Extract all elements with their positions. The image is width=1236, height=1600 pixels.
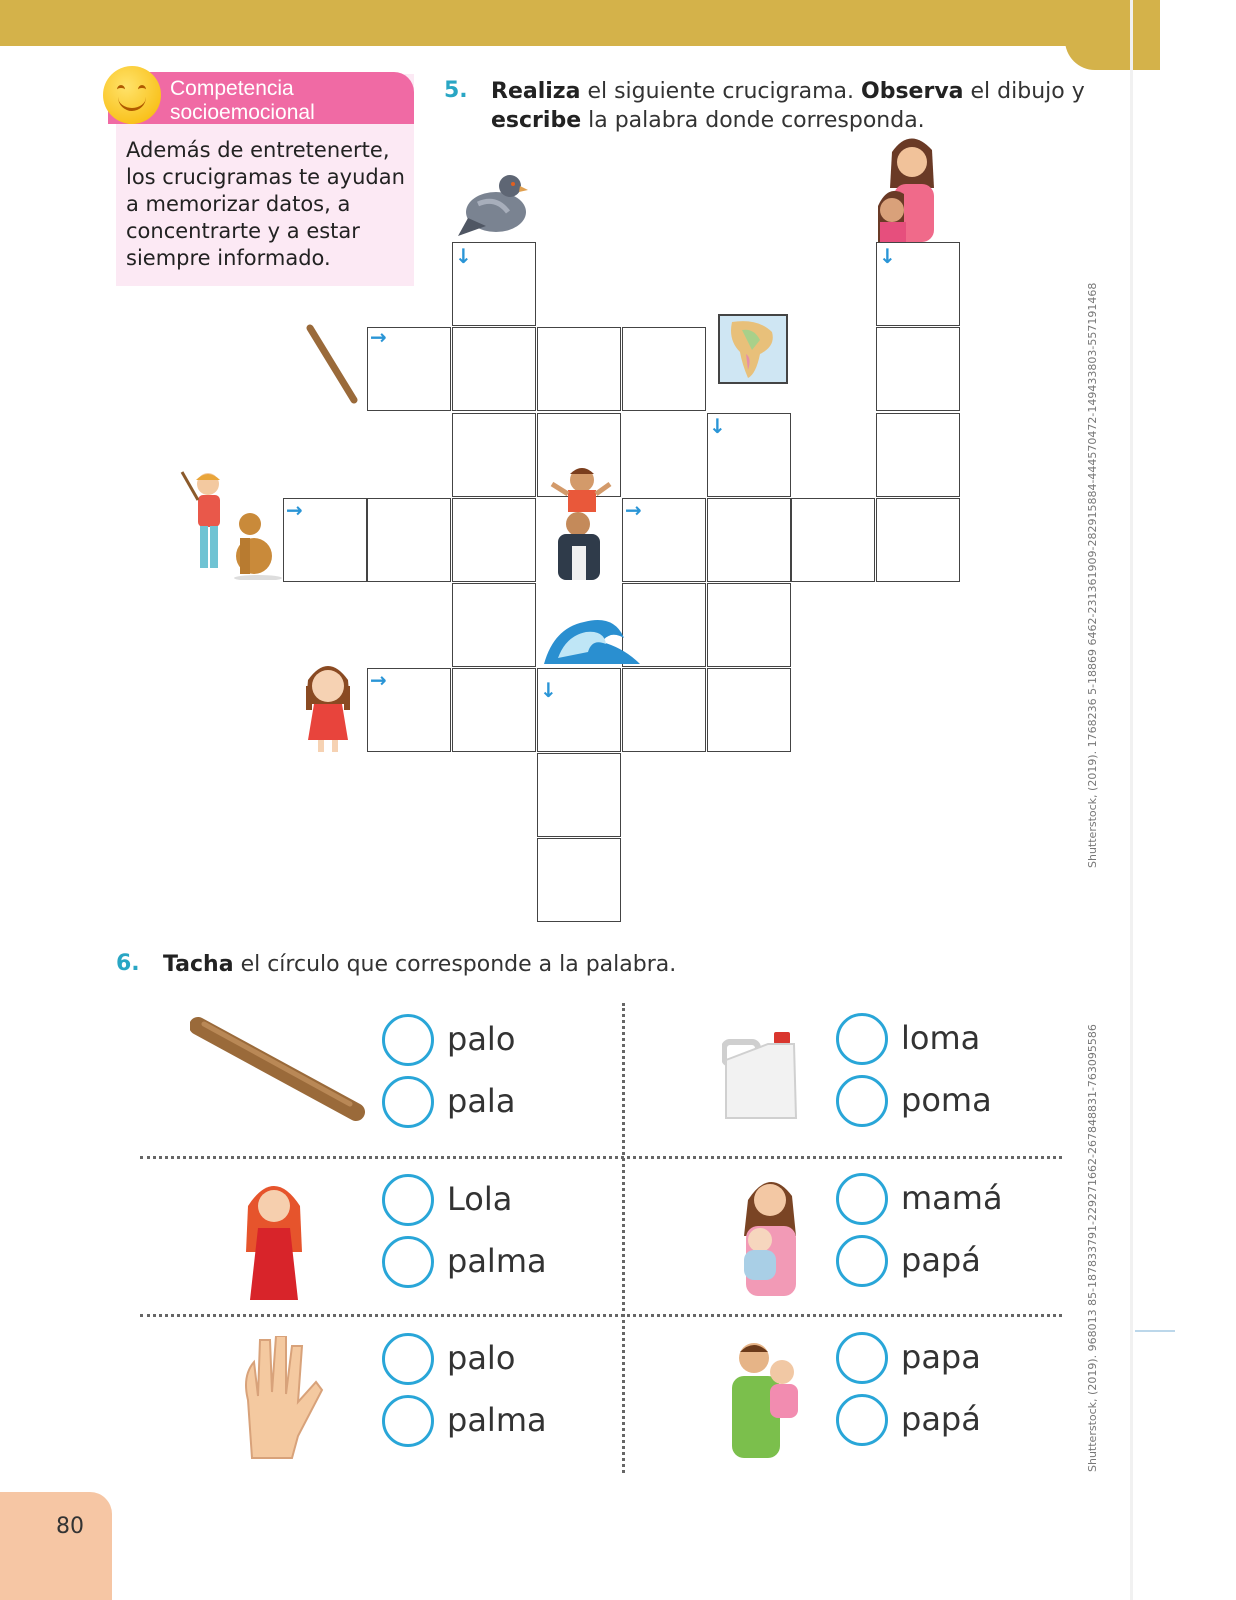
crossword-cell[interactable] [452,498,536,582]
wave-icon [544,608,644,664]
option-word: mamá [901,1179,1003,1217]
exercise5-instruction: Realiza el siguiente crucigrama. Observa el dibujo y escribe la palabra donde corresponda. [491,79,1085,133]
option-word: loma [901,1019,981,1057]
divider-horizontal [140,1314,1062,1317]
arrow-down-icon: ↓ [540,678,557,702]
divider-horizontal [140,1156,1062,1159]
exercise6-number: 6. [116,951,140,976]
crossword-cell[interactable] [537,753,621,837]
mother-with-baby-icon [734,1170,806,1296]
socioemotional-title-line2: socioemocional [170,101,315,124]
crossword-cell[interactable] [707,668,791,752]
option-circle[interactable] [382,1236,434,1288]
crossword-cell[interactable] [622,327,706,411]
option-circle[interactable] [836,1235,888,1287]
crossword-cell[interactable] [707,583,791,667]
top-band [0,0,1160,46]
option-word: pala [447,1082,516,1120]
option-word: palo [447,1339,516,1377]
top-band-curve [1065,40,1160,70]
crossword-cell[interactable] [537,838,621,922]
boy-dog-icon [174,466,284,580]
smiley-icon [103,66,161,124]
father-with-child-icon [726,1330,808,1458]
crossword-cell[interactable] [367,498,451,582]
arrow-right-icon: → [625,498,642,522]
page-number-tab [0,1492,112,1600]
crossword-cell[interactable] [537,327,621,411]
divider-vertical [622,1003,625,1473]
crossword-cell[interactable] [876,327,960,411]
option-word: poma [901,1081,992,1119]
father-son-icon [548,462,612,580]
option-circle[interactable] [836,1173,888,1225]
pigeon-icon [458,166,538,242]
arrow-down-icon: ↓ [879,244,896,268]
option-circle[interactable] [836,1013,888,1065]
crossword-cell[interactable] [452,668,536,752]
arrow-right-icon: → [286,498,303,522]
stick-icon [306,324,360,406]
girl-red-dress-icon [242,1172,306,1300]
crossword-cell[interactable] [622,668,706,752]
image-credit-top: Shutterstock, (2019). 1768236 5-18869 6462-231361909-282915884-444570472-149433803-557191468 [1086,282,1099,868]
image-credit-bottom: Shutterstock, (2019). 968013 85-187833791-229271662-267848831-763095586 [1086,1024,1099,1472]
option-circle[interactable] [382,1014,434,1066]
option-circle[interactable] [382,1333,434,1385]
option-word: papá [901,1241,981,1279]
option-word: papá [901,1400,981,1438]
map-icon [718,314,788,384]
crossword-cell[interactable] [876,498,960,582]
hand-palm-icon [232,1336,324,1460]
exercise5-number: 5. [444,78,468,103]
option-circle[interactable] [836,1075,888,1127]
crossword-cell[interactable] [452,413,536,497]
socioemotional-title [170,77,315,125]
option-circle[interactable] [382,1076,434,1128]
option-circle[interactable] [836,1332,888,1384]
arrow-right-icon: → [370,325,387,349]
mother-daughter-icon [878,132,954,242]
stick-icon [190,1014,366,1124]
crossword-cell[interactable] [791,498,875,582]
exercise6-instruction: Tacha el círculo que corresponde a la palabra. [163,952,677,977]
arrow-down-icon: ↓ [709,414,726,438]
option-word: palo [447,1020,516,1058]
crossword-cell[interactable] [876,413,960,497]
arrow-right-icon: → [370,668,387,692]
page-edge [1130,0,1133,1600]
option-circle[interactable] [382,1174,434,1226]
option-circle[interactable] [836,1394,888,1446]
option-word: Lola [447,1180,513,1218]
jug-icon [722,1030,800,1122]
margin-tick [1135,1330,1175,1332]
socioemotional-text: Además de entretenerte, los crucigramas te ayudan a memorizar datos, a concentrarte y a estar siempre informado. [126,138,405,270]
option-circle[interactable] [382,1395,434,1447]
crossword-cell[interactable] [452,327,536,411]
page-number: 80 [56,1514,84,1539]
arrow-down-icon: ↓ [455,244,472,268]
crossword-cell[interactable] [452,583,536,667]
option-word: palma [447,1242,547,1280]
option-word: papa [901,1338,981,1376]
crossword-cell[interactable] [707,498,791,582]
girl-icon [300,656,356,752]
option-word: palma [447,1401,547,1439]
socioemotional-title-line1: Competencia [170,77,294,100]
